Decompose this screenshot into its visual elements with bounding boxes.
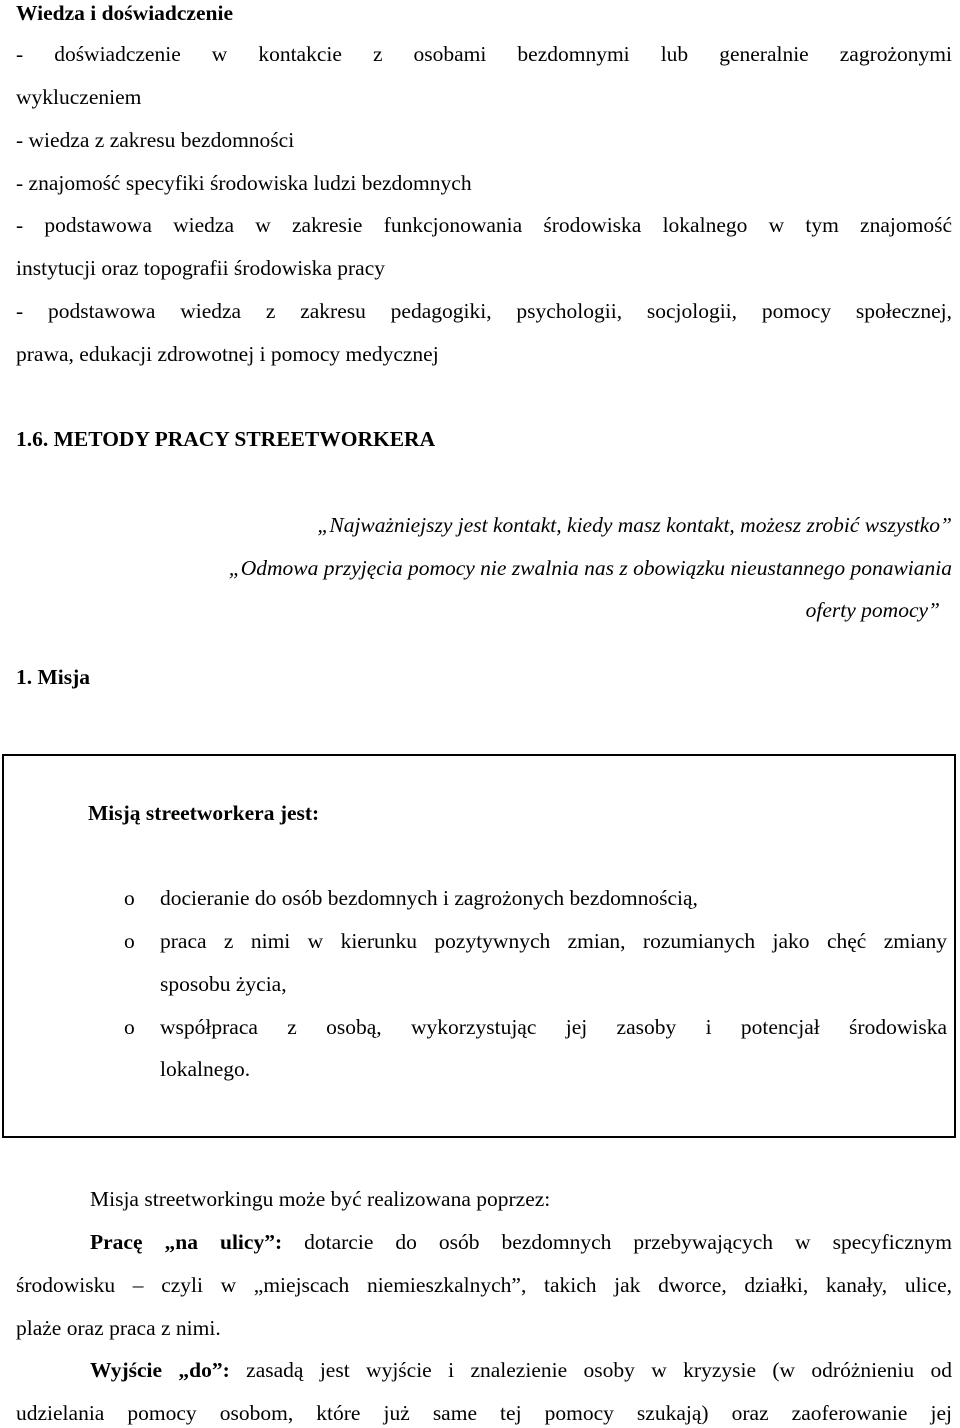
street-work-line bbox=[90, 1229, 952, 1255]
street-work-line: środowisku – czyli w „miejscach niemieszkalnych”, takich jak dworce, działki, kanały, ulice, bbox=[16, 1273, 952, 1297]
mission-bullet-text: lokalnego. bbox=[160, 1057, 251, 1081]
knowledge-line: - znajomość specyfiki środowiska ludzi bezdomnych bbox=[16, 171, 472, 195]
knowledge-line: - wiedza z zakresu bezdomności bbox=[16, 128, 295, 152]
knowledge-line: instytucji oraz topografii środowiska pracy bbox=[16, 256, 385, 280]
quote-line: oferty pomocy” bbox=[805, 598, 940, 622]
knowledge-line: - podstawowa wiedza z zakresu pedagogiki, psychologii, socjologii, pomocy społecznej, bbox=[16, 299, 952, 323]
realization-intro: Misja streetworkingu może być realizowana poprzez: bbox=[90, 1187, 551, 1211]
mission-box-title: Misją streetworkera jest: bbox=[88, 801, 320, 825]
exit-line bbox=[90, 1357, 952, 1383]
mission-bullet-text: współpraca z osobą, wykorzystując jej zasoby i potencjał środowiska bbox=[160, 1015, 947, 1039]
mission-bullet-text: docieranie do osób bezdomnych i zagrożonych bezdomnością, bbox=[160, 886, 698, 910]
bullet-marker: o bbox=[124, 1015, 135, 1039]
street-work-line: plaże oraz praca z nimi. bbox=[16, 1316, 221, 1340]
knowledge-line: prawa, edukacji zdrowotnej i pomocy medycznej bbox=[16, 342, 439, 366]
section-heading-methods: 1.6. METODY PRACY STREETWORKERA bbox=[16, 427, 436, 451]
knowledge-line: wykluczeniem bbox=[16, 85, 142, 109]
street-work-text: dotarcie do osób bezdomnych przebywających w specyficznym bbox=[282, 1230, 952, 1254]
exit-text: zasadą jest wyjście i znalezienie osoby w kryzysie (w odróżnieniu od bbox=[229, 1358, 952, 1382]
exit-line: udzielania pomocy osobom, które już same tej pomocy szukają) oraz zaoferowanie jej bbox=[16, 1401, 952, 1425]
street-work-label: Pracę „na ulicy”: bbox=[90, 1230, 283, 1254]
section-heading-knowledge: Wiedza i doświadczenie bbox=[16, 1, 233, 25]
quote-line: „Odmowa przyjęcia pomocy nie zwalnia nas z obowiązku nieustannego ponawiania bbox=[228, 556, 952, 580]
knowledge-line: - podstawowa wiedza w zakresie funkcjonowania środowiska lokalnego w tym znajomość bbox=[16, 213, 952, 237]
mission-bullet-text: praca z nimi w kierunku pozytywnych zmian, rozumianych jako chęć zmiany bbox=[160, 929, 947, 953]
bullet-marker: o bbox=[124, 929, 135, 953]
section-heading-mission: 1. Misja bbox=[16, 665, 91, 689]
bullet-marker: o bbox=[124, 886, 135, 910]
knowledge-line: - doświadczenie w kontakcie z osobami bezdomnymi lub generalnie zagrożonymi bbox=[16, 42, 952, 66]
exit-label: Wyjście „do”: bbox=[90, 1358, 230, 1382]
mission-bullet-text: sposobu życia, bbox=[160, 972, 287, 996]
quote-line: „Najważniejszy jest kontakt, kiedy masz kontakt, możesz zrobić wszystko” bbox=[317, 513, 952, 537]
